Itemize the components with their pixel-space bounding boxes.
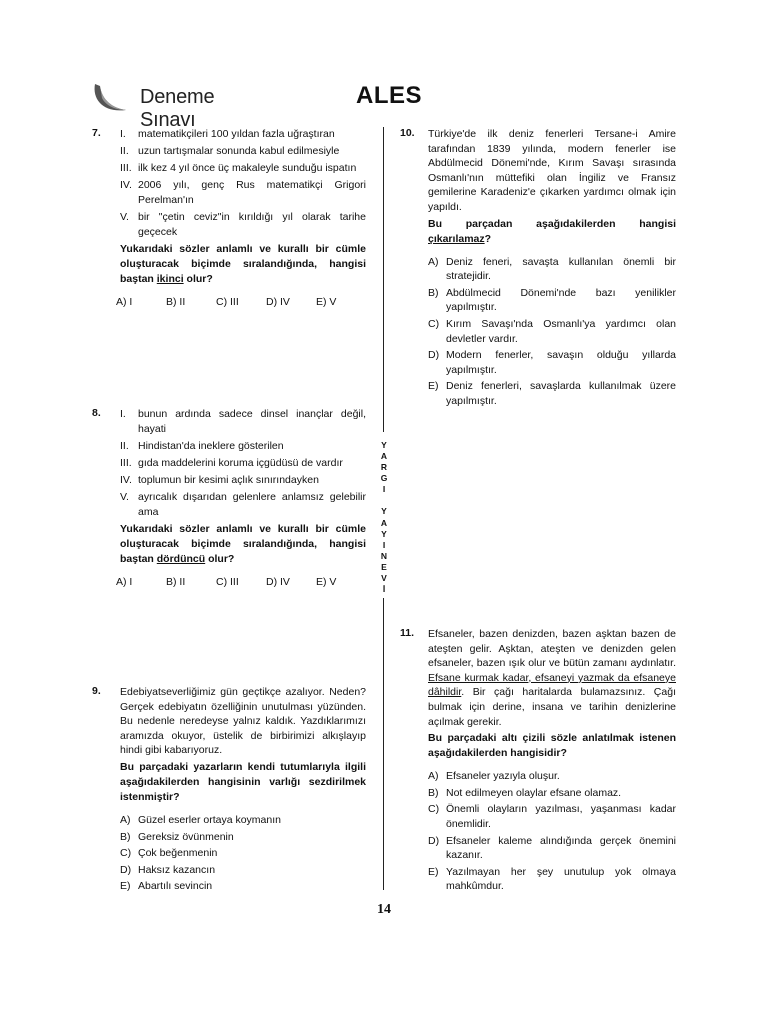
side-brand-letter: A: [380, 451, 388, 462]
stem-text: Bu parçadan aşağıdakilerden hangisi: [428, 217, 676, 230]
option-item[interactable]: [428, 379, 676, 408]
question-10: [400, 127, 676, 411]
premise-item: [120, 490, 366, 520]
option-letter: E): [428, 380, 439, 393]
question-passage: Edebiyatseverliğimiz gün geçtikçe azalıyor. Neden? Gerçek edebiyatın özelliğinin unutulması yüzünden. Bu nedenle neredeyse yalnız kaldık. Yazdıklarımızı aramızda okuyor, üstelik de birbirimizi alkışlayıp hindi gibi kabarıyoruz.: [120, 686, 366, 757]
premise-item: [120, 407, 366, 437]
passage-text: Efsaneler, bazen denizden, bazen aşktan bazen de ateşten gelir. Aşktan, ateşten ve denizden gelen efsaneler, bazen ışık olur ve bütün zamanı aydınlatır.: [428, 628, 676, 670]
premise-text: Hindistan'da ineklere gösterilen: [138, 440, 284, 452]
answer-d[interactable]: D) IV: [266, 296, 290, 308]
stem-underlined: ikinci: [156, 273, 184, 285]
column-divider: [383, 127, 384, 432]
question-passage: [428, 627, 676, 729]
page-number: 14: [377, 902, 391, 917]
premise-numeral: II.: [120, 145, 129, 157]
option-text: Not edilmeyen olaylar efsane olamaz.: [446, 786, 622, 799]
option-text: Yazılmayan her şey unutulup yok olmaya mahkûmdur.: [446, 865, 676, 893]
side-brand-letter: Y: [381, 506, 387, 517]
question-11: [400, 627, 676, 896]
side-brand-letter: Y: [381, 528, 387, 539]
premise-item: [120, 456, 366, 471]
option-letter: C): [428, 803, 440, 816]
logo-arc-icon: [92, 80, 132, 114]
option-text: Efsaneler yazıyla oluşur.: [446, 770, 560, 783]
option-item[interactable]: [120, 813, 366, 828]
side-brand-letter: N: [380, 550, 388, 561]
exam-title: ALES: [356, 82, 423, 109]
premise-text: matematikçileri 100 yıldan fazla uğraştıran: [138, 128, 335, 140]
premise-numeral: IV.: [120, 474, 132, 486]
option-text: Deniz fenerleri, savaşlarda kullanılmak üzere yapılmıştır.: [446, 380, 676, 407]
premise-text: uzun tartışmalar sonunda kabul edilmesiyle: [138, 145, 340, 157]
premise-item: [120, 473, 366, 488]
side-brand-letter: G: [380, 473, 388, 484]
option-letter: B): [120, 830, 131, 843]
option-letter: C): [120, 847, 132, 860]
premise-numeral: I.: [120, 408, 126, 420]
question-passage: Türkiye'de ilk deniz fenerleri Tersane-i Amire tarafından 1839 yılında, modern fenerler ise Abdülmecid Dönemi'nde, Kırım Savaşı sırasında Osmanlı'nın müttefiki olan İngiliz ve Fransız gemilerine Karadeniz'e çıkarken yardımcı olmak için yapıldı.: [428, 128, 676, 213]
brand-title: Deneme Sınavı: [140, 86, 215, 131]
option-item[interactable]: [120, 846, 366, 861]
premise-item: [120, 210, 366, 240]
answer-b[interactable]: B) II: [166, 296, 186, 308]
question-number: 9.: [92, 685, 101, 697]
premise-text: bir "çetin ceviz"in kırıldığı yıl olarak tarihe geçecek: [138, 211, 366, 238]
option-item[interactable]: [428, 786, 676, 801]
question-number: 11.: [400, 627, 415, 639]
question-7: [92, 127, 366, 310]
option-item[interactable]: [428, 255, 676, 284]
answer-a[interactable]: A) I: [116, 576, 133, 588]
option-letter: A): [428, 255, 439, 268]
side-brand-letter: A: [380, 517, 388, 528]
side-brand-letter: I: [382, 539, 386, 550]
premise-numeral: V.: [120, 211, 129, 223]
column-divider-lower: [383, 598, 384, 890]
side-brand-letter: Y: [381, 440, 387, 450]
question-stem: Bu parçadaki altı çizili sözle anlatılmak istenen aşağıdakilerden hangisidir?: [428, 732, 676, 760]
premise-item: [120, 439, 366, 454]
option-text: Haksız kazancın: [138, 863, 216, 876]
premise-numeral: V.: [120, 491, 129, 503]
question-9: [92, 685, 366, 896]
side-brand-letter: E: [381, 561, 387, 572]
option-letter: E): [428, 865, 439, 878]
option-letter: B): [428, 286, 439, 299]
question-number: 7.: [92, 127, 101, 139]
question-stem: [92, 522, 366, 567]
question-stem: [92, 242, 366, 287]
option-item[interactable]: [120, 863, 366, 878]
answer-b[interactable]: B) II: [166, 576, 186, 588]
option-text: Önemli olayların yazılması, yaşanması kadar önemlidir.: [446, 803, 676, 830]
option-item[interactable]: [120, 830, 366, 845]
option-item[interactable]: [120, 879, 366, 894]
premise-text: ayrıcalık dışarıdan gelenlere anlamsız gelebilir ama: [138, 491, 366, 518]
premise-numeral: I.: [120, 128, 126, 140]
brand-logo: [92, 80, 232, 131]
question-stem: [428, 217, 676, 247]
option-item[interactable]: [428, 348, 676, 377]
answer-c[interactable]: C) III: [216, 576, 239, 588]
premise-text: bunun ardında sadece dinsel inançlar değil, hayati: [138, 408, 366, 435]
option-item[interactable]: [428, 802, 676, 831]
stem-underlined: dördüncü: [156, 553, 206, 565]
side-brand-letter: R: [380, 462, 388, 473]
option-letter: D): [428, 349, 440, 362]
option-item[interactable]: [428, 834, 676, 863]
stem-text: Yukarıdaki sözler anlamlı ve kurallı bir cümle oluşturacak biçimde sıralandığında, hangisi baştan: [120, 243, 366, 285]
stem-underlined: çıkarılamaz: [428, 232, 485, 245]
option-item[interactable]: [428, 317, 676, 346]
option-letter: E): [120, 880, 131, 893]
passage-underlined: Efsane kurmak kadar, efsaneyi yazmak da efsaneye dâhildir: [428, 671, 676, 699]
option-letter: C): [428, 317, 440, 330]
answer-e[interactable]: E) V: [316, 576, 337, 588]
option-text: Gereksiz övünmenin: [138, 830, 234, 843]
option-letter: B): [428, 786, 439, 799]
answer-e[interactable]: E) V: [316, 296, 337, 308]
option-item[interactable]: [428, 286, 676, 315]
premise-text: toplumun bir kesimi açlık sınırındayken: [138, 474, 319, 486]
option-letter: A): [428, 770, 439, 783]
option-text: Güzel eserler ortaya koymanın: [138, 813, 281, 826]
premise-numeral: III.: [120, 457, 132, 469]
answer-c[interactable]: C) III: [216, 296, 239, 308]
question-number: 8.: [92, 407, 101, 419]
option-item[interactable]: [428, 865, 676, 894]
option-text: Modern fenerler, savaşın olduğu yıllarda yapılmıştır.: [446, 349, 676, 376]
question-number: 10.: [400, 127, 415, 139]
option-letter: A): [120, 813, 131, 826]
stem-text-end: olur?: [205, 553, 235, 565]
answer-d[interactable]: D) IV: [266, 576, 290, 588]
premise-text: ilk kez 4 yıl önce üç makaleyle sunduğu ispatın: [138, 162, 357, 174]
passage-text-end: . Bir çağı haritalarda bulamazsınız. Çağı bulmak için derine, insana ve tarihin denizlerine açılmak gerekir.: [428, 686, 676, 728]
stem-text-end: olur?: [183, 273, 213, 285]
option-text: Çok beğenmenin: [138, 847, 218, 860]
side-brand: [379, 440, 389, 595]
premise-item: [120, 144, 366, 159]
side-brand-letter: I: [382, 484, 386, 495]
premise-numeral: III.: [120, 162, 132, 174]
premise-numeral: IV.: [120, 179, 132, 191]
option-text: Kırım Savaşı'nda Osmanlı'ya yardımcı olan devletler vardır.: [446, 317, 676, 345]
answer-choices: [116, 575, 366, 590]
premise-numeral: II.: [120, 440, 129, 452]
premise-text: 2006 yılı, genç Rus matematikçi Grigori Perelman'ın: [138, 179, 366, 206]
premise-item: [120, 127, 366, 142]
side-brand-letter: İ: [382, 584, 386, 595]
option-letter: D): [428, 834, 440, 847]
question-stem: Bu parçadaki yazarların kendi tutumlarıyla ilgili aşağıdakilerden hangisinin varlığı sezdirilmek istenmiştir?: [120, 760, 366, 803]
stem-text-end: ?: [484, 232, 492, 245]
option-text: Abartılı sevincin: [138, 880, 213, 893]
question-8: [92, 407, 366, 590]
stem-text: Yukarıdaki sözler anlamlı ve kurallı bir cümle oluşturacak biçimde sıralandığında, hangisi baştan: [120, 523, 366, 565]
premise-item: [120, 178, 366, 208]
side-brand-letter: V: [381, 573, 387, 584]
answer-a[interactable]: A) I: [116, 296, 133, 308]
premise-item: [120, 161, 366, 176]
option-text: Efsaneler kaleme alındığında gerçek önemini kazanır.: [446, 834, 676, 862]
option-text: Deniz feneri, savaşta kullanılan önemli bir stratejidir.: [446, 255, 676, 283]
premise-text: gıda maddelerini koruma içgüdüsü de vardır: [138, 457, 343, 469]
answer-choices: [116, 295, 366, 310]
option-letter: D): [120, 863, 132, 876]
option-item[interactable]: [428, 769, 676, 784]
side-brand-gap: [379, 495, 389, 506]
option-text: Abdülmecid Dönemi'nde bazı yenilikler yapılmıştır.: [446, 286, 676, 314]
